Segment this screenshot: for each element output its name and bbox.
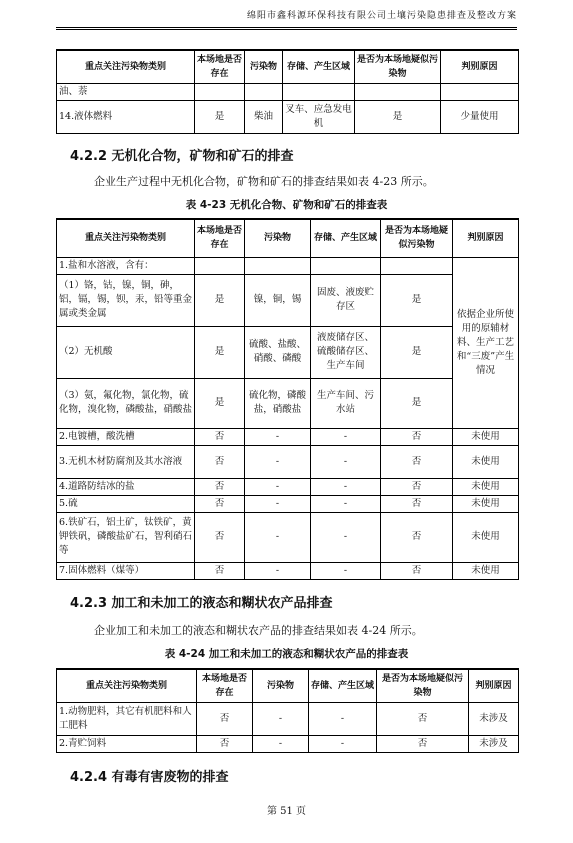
col-header-area: 存储、产生区域 <box>309 669 377 702</box>
cell-present: 否 <box>197 702 253 735</box>
cell-area <box>283 83 355 100</box>
cell-area: 叉车、应急发电机 <box>283 100 355 133</box>
cell-present: 否 <box>197 735 253 752</box>
cell-present: 否 <box>195 512 245 562</box>
cell-group-label: 1.盐和水溶液，含有： <box>57 257 195 274</box>
col-header-reason: 判别原因 <box>469 669 519 702</box>
cell-present: 是 <box>195 378 245 428</box>
table-caption-4-23: 表 4-23 无机化合物、矿物和矿石的排查表 <box>185 199 388 211</box>
table-row <box>57 702 519 735</box>
cell-category: 3.无机木材防腐剂及其水溶液 <box>57 445 195 478</box>
page-header: 绵阳市鑫科源环保科技有限公司土壤污染隐患排查及整改方案 <box>246 11 517 21</box>
cell-pollutant <box>245 83 283 100</box>
cell-suspected: 是 <box>355 100 441 133</box>
cell-reason: 未使用 <box>453 478 519 495</box>
cell-area: 固废、液废贮存区 <box>311 274 381 326</box>
cell-area: 液废储存区、硫酸储存区、生产车间 <box>311 326 381 378</box>
cell-present: 否 <box>195 428 245 445</box>
table-row <box>57 378 519 428</box>
table-row <box>57 735 519 752</box>
table-row <box>57 478 519 495</box>
cell-suspected: 否 <box>377 735 469 752</box>
cell-category: 5.硫 <box>57 495 195 512</box>
table-row <box>57 83 519 100</box>
col-header-area: 存储、产生区域 <box>311 219 381 257</box>
table-row <box>57 445 519 478</box>
table-continued <box>56 49 519 134</box>
cell-category: （2）无机酸 <box>57 326 195 378</box>
col-header-pollutant: 污染物 <box>245 50 283 83</box>
cell-reason <box>441 83 519 100</box>
cell-empty <box>311 257 381 274</box>
col-header-present: 本场地是否存在 <box>197 669 253 702</box>
table-caption-4-24: 表 4-24 加工和未加工的液态和糊状农产品的排查表 <box>164 648 409 660</box>
section-heading-4-2-4: 4.2.4 有毒有害废物的排查 <box>70 770 229 785</box>
cell-present: 否 <box>195 495 245 512</box>
cell-empty <box>245 257 311 274</box>
cell-present: 是 <box>195 326 245 378</box>
cell-area: 生产车间、污水站 <box>311 378 381 428</box>
cell-category: 油、萘 <box>57 83 195 100</box>
cell-pollutant: - <box>253 702 309 735</box>
table-row <box>57 428 519 445</box>
cell-pollutant: - <box>245 445 311 478</box>
table-header-row <box>57 50 519 83</box>
section-heading-4-2-2: 4.2.2 无机化合物，矿物和矿石的排查 <box>70 149 294 164</box>
cell-suspected: 否 <box>381 478 453 495</box>
col-header-suspected: 是否为本场地疑似污染物 <box>355 50 441 83</box>
cell-suspected: 否 <box>381 428 453 445</box>
cell-category: 2.青贮饲料 <box>57 735 197 752</box>
cell-pollutant: - <box>245 562 311 579</box>
table-4-24 <box>56 668 519 753</box>
cell-reason: 未使用 <box>453 495 519 512</box>
col-header-area: 存储、产生区域 <box>283 50 355 83</box>
cell-area: - <box>311 478 381 495</box>
cell-reason: 未涉及 <box>469 702 519 735</box>
page-number: 第 51 页 <box>266 806 307 817</box>
col-header-present: 本场地是否存在 <box>195 50 245 83</box>
cell-pollutant: 镍，铜，锡 <box>245 274 311 326</box>
col-header-category: 重点关注污染物类别 <box>57 219 195 257</box>
col-header-category: 重点关注污染物类别 <box>57 50 195 83</box>
table-header-row <box>57 219 519 257</box>
cell-reason: 少量使用 <box>441 100 519 133</box>
cell-category: （3）氨，氟化物，氯化物，硫化物，溴化物，磷酸盐，硝酸盐 <box>57 378 195 428</box>
cell-pollutant: - <box>245 428 311 445</box>
col-header-category: 重点关注污染物类别 <box>57 669 197 702</box>
cell-suspected <box>355 83 441 100</box>
col-header-reason: 判别原因 <box>441 50 519 83</box>
cell-present: 是 <box>195 274 245 326</box>
section-heading-4-2-3: 4.2.3 加工和未加工的液态和糊状农产品排查 <box>70 596 333 611</box>
table-group-row <box>57 257 519 274</box>
col-header-pollutant: 污染物 <box>245 219 311 257</box>
cell-suspected: 否 <box>377 702 469 735</box>
table-row <box>57 274 519 326</box>
cell-area: - <box>311 562 381 579</box>
section-paragraph-4-2-3: 企业加工和未加工的液态和糊状农产品的排查结果如表 4-24 所示。 <box>94 624 423 637</box>
header-rule <box>56 27 517 28</box>
cell-category: 6.铁矿石，铝土矿，钛铁矿，黄钾铁矾，磷酸盐矿石，智利硝石等 <box>57 512 195 562</box>
cell-pollutant: - <box>253 735 309 752</box>
table-row <box>57 562 519 579</box>
cell-reason: 未使用 <box>453 428 519 445</box>
cell-category: 1.动物肥料，其它有机肥料和人工肥料 <box>57 702 197 735</box>
cell-present: 否 <box>195 478 245 495</box>
table-row <box>57 495 519 512</box>
cell-category: 2.电镀槽，酸洗槽 <box>57 428 195 445</box>
cell-reason: 未使用 <box>453 445 519 478</box>
cell-present: 否 <box>195 445 245 478</box>
cell-suspected: 否 <box>381 445 453 478</box>
table-row <box>57 326 519 378</box>
header-rule-secondary <box>56 29 517 30</box>
col-header-reason: 判别原因 <box>453 219 519 257</box>
cell-pollutant: 硫化物，磷酸盐，硝酸盐 <box>245 378 311 428</box>
cell-empty <box>195 257 245 274</box>
cell-reason: 未使用 <box>453 512 519 562</box>
cell-category: 7.固体燃料（煤等） <box>57 562 195 579</box>
cell-suspected: 否 <box>381 495 453 512</box>
cell-reason: 未使用 <box>453 562 519 579</box>
col-header-pollutant: 污染物 <box>253 669 309 702</box>
cell-pollutant: 硫酸、盐酸、硝酸、磷酸 <box>245 326 311 378</box>
cell-suspected: 是 <box>381 326 453 378</box>
section-paragraph-4-2-2: 企业生产过程中无机化合物，矿物和矿石的排查结果如表 4-23 所示。 <box>94 175 434 188</box>
cell-area: - <box>311 512 381 562</box>
cell-area: - <box>309 702 377 735</box>
cell-pollutant: 柴油 <box>245 100 283 133</box>
col-header-present: 本场地是否存在 <box>195 219 245 257</box>
table-row <box>57 512 519 562</box>
table-4-23 <box>56 218 519 580</box>
table-header-row <box>57 669 519 702</box>
cell-pollutant: - <box>245 512 311 562</box>
cell-category: 4.道路防结冰的盐 <box>57 478 195 495</box>
cell-present <box>195 83 245 100</box>
cell-pollutant: - <box>245 478 311 495</box>
cell-reason: 未涉及 <box>469 735 519 752</box>
cell-area: - <box>311 445 381 478</box>
cell-area: - <box>311 495 381 512</box>
cell-empty <box>381 257 453 274</box>
cell-present: 否 <box>195 562 245 579</box>
cell-suspected: 是 <box>381 378 453 428</box>
cell-category: 14.液体燃料 <box>57 100 195 133</box>
cell-pollutant: - <box>245 495 311 512</box>
cell-suspected: 否 <box>381 562 453 579</box>
col-header-suspected: 是否为本场地疑似污染物 <box>377 669 469 702</box>
cell-present: 是 <box>195 100 245 133</box>
table-row <box>57 100 519 133</box>
cell-group-reason: 依据企业所使用的原辅材料、生产工艺和“三废”产生情况 <box>453 257 519 428</box>
cell-area: - <box>311 428 381 445</box>
col-header-suspected: 是否为本场地疑似污染物 <box>381 219 453 257</box>
cell-suspected: 是 <box>381 274 453 326</box>
cell-area: - <box>309 735 377 752</box>
cell-suspected: 否 <box>381 512 453 562</box>
cell-category: （1）铬，钴，镍，铜，砷，铝，镉，锡，钡，汞，铅等重金属或类金属 <box>57 274 195 326</box>
